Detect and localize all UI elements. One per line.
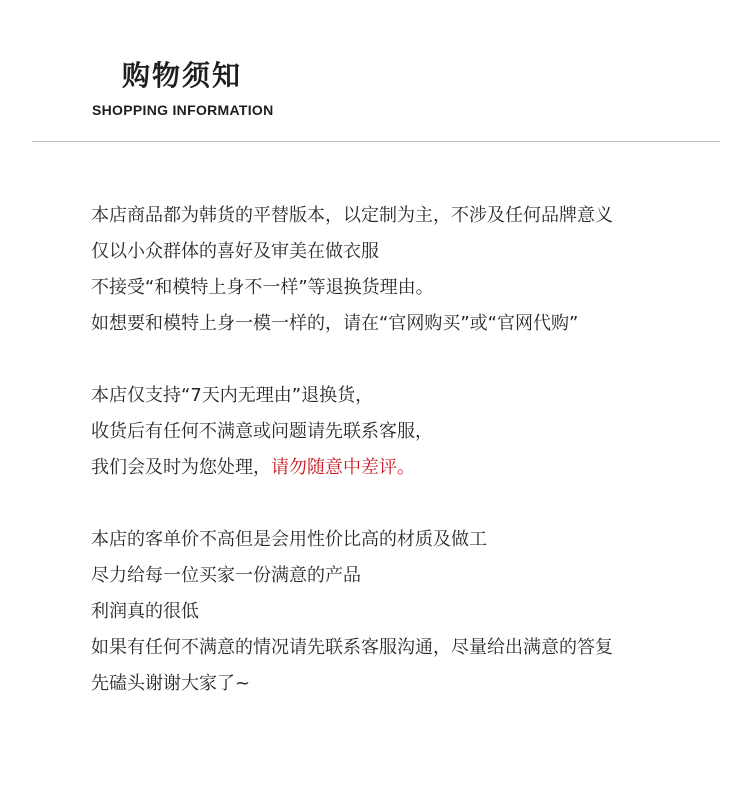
notice-paragraph-1 <box>91 198 731 342</box>
notice-line: 本店商品都为韩货的平替版本，以定制为主，不涉及任何品牌意义 <box>91 205 613 226</box>
notice-line-text: 我们会及时为您处理， <box>91 457 271 478</box>
notice-line: 利润真的很低 <box>91 601 199 622</box>
notice-line: 先磕头谢谢大家了~ <box>91 673 251 694</box>
notice-line <box>91 450 731 486</box>
notice-line: 如想要和模特上身一模一样的，请在“官网购买”或“官网代购” <box>91 313 579 334</box>
notice-line: 尽力给每一位买家一份满意的产品 <box>91 565 361 586</box>
notice-line: 如果有任何不满意的情况请先联系客服沟通，尽量给出满意的答复 <box>91 637 613 658</box>
page-header <box>0 0 750 142</box>
notice-line: 本店仅支持“7天内无理由”退换货， <box>91 385 374 406</box>
notice-line: 收货后有任何不满意或问题请先联系客服， <box>91 421 433 442</box>
notice-line: 仅以小众群体的喜好及审美在做衣服 <box>91 241 379 262</box>
notice-line: 本店的客单价不高但是会用性价比高的材质及做工 <box>91 529 487 550</box>
page-subtitle: SHOPPING INFORMATION <box>92 102 274 118</box>
header-divider <box>32 141 720 142</box>
warning-text: 请勿随意中差评。 <box>271 457 415 478</box>
notice-paragraph-2 <box>91 378 731 486</box>
page-title: 购物须知 <box>122 59 243 92</box>
notice-line: 不接受“和模特上身不一样”等退换货理由。 <box>91 277 434 298</box>
notice-content <box>91 198 731 738</box>
notice-paragraph-3 <box>91 522 731 702</box>
